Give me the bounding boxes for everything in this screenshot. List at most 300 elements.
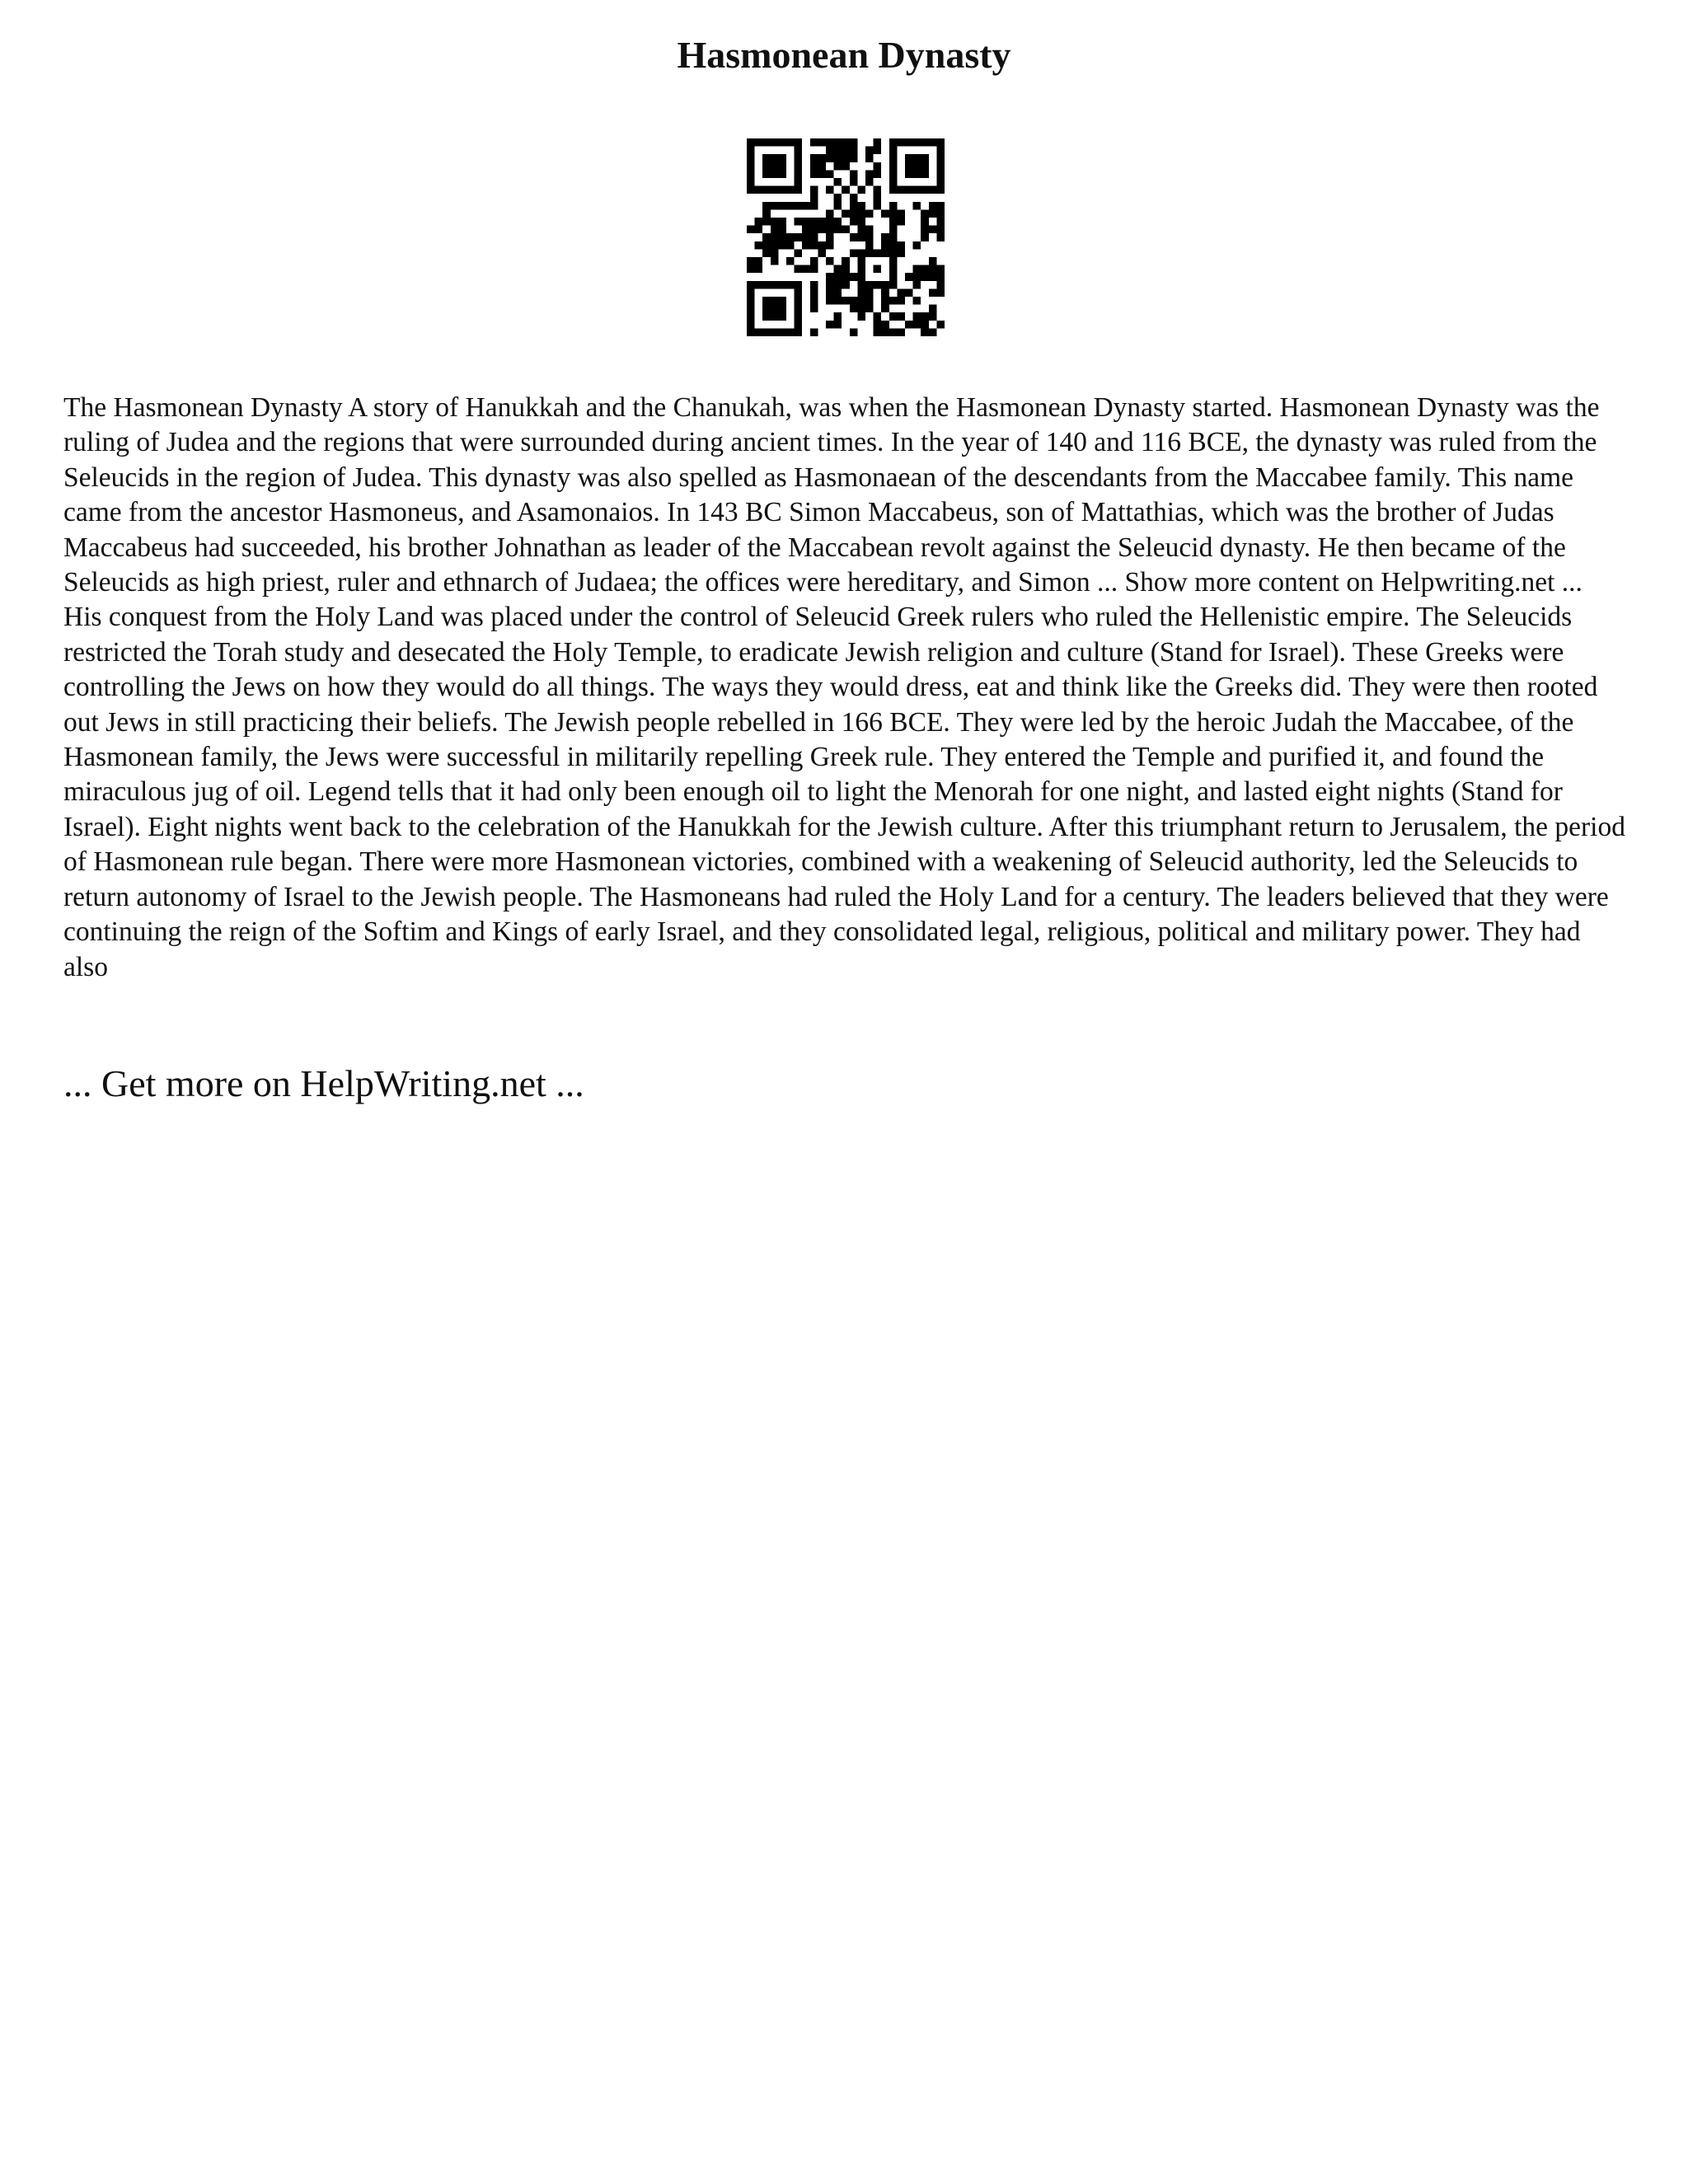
article-body <box>63 391 1629 985</box>
qr-module <box>747 257 755 265</box>
qr-module <box>771 226 779 234</box>
qr-module <box>905 154 913 162</box>
qr-module <box>929 288 937 297</box>
qr-module <box>913 265 921 274</box>
qr-module <box>889 186 898 194</box>
qr-module <box>921 138 929 147</box>
qr-module <box>865 233 874 241</box>
qr-module <box>786 202 795 210</box>
qr-module <box>921 209 929 218</box>
qr-module <box>826 226 834 234</box>
qr-module <box>889 273 898 281</box>
qr-module <box>834 321 842 329</box>
qr-module <box>778 281 786 289</box>
qr-module <box>810 281 818 289</box>
qr-module <box>921 170 929 178</box>
qr-module <box>897 241 905 250</box>
qr-module <box>842 186 850 194</box>
qr-module <box>771 162 779 171</box>
qr-module <box>874 162 882 171</box>
qr-module <box>936 162 945 171</box>
qr-module <box>881 209 889 218</box>
qr-module <box>795 218 803 226</box>
qr-module <box>889 241 898 250</box>
qr-module <box>795 138 803 147</box>
qr-module <box>810 297 818 305</box>
qr-module <box>905 288 913 297</box>
qr-module <box>762 249 771 257</box>
qr-module <box>762 281 771 289</box>
qr-module <box>865 241 874 250</box>
qr-module <box>795 154 803 162</box>
qr-module <box>889 328 898 336</box>
qr-module <box>889 297 898 305</box>
qr-module <box>771 249 779 257</box>
qr-module <box>826 147 834 155</box>
qr-module <box>874 194 882 202</box>
qr-module <box>778 138 786 147</box>
qr-module <box>778 226 786 234</box>
page-title: Hasmonean Dynasty <box>677 34 1011 76</box>
qr-module <box>778 170 786 178</box>
qr-module <box>842 226 850 234</box>
qr-module <box>921 273 929 281</box>
qr-module <box>795 186 803 194</box>
qr-module <box>771 305 779 313</box>
qr-module <box>897 312 905 321</box>
qr-module <box>897 328 905 336</box>
qr-module <box>936 281 945 289</box>
qr-module <box>834 312 842 321</box>
qr-module <box>747 321 755 329</box>
qr-module <box>755 226 763 234</box>
qr-module <box>834 138 842 147</box>
qr-module <box>755 138 763 147</box>
qr-module <box>850 209 858 218</box>
qr-module <box>747 226 755 234</box>
qr-module <box>857 257 865 265</box>
qr-module <box>921 226 929 234</box>
qr-module <box>881 288 889 297</box>
qr-module <box>786 233 795 241</box>
qr-module <box>865 170 874 178</box>
qr-module <box>826 170 834 178</box>
qr-module <box>874 281 882 289</box>
qr-module <box>834 202 842 210</box>
qr-module <box>818 138 826 147</box>
qr-module <box>889 147 898 155</box>
qr-module <box>826 288 834 297</box>
qr-module <box>810 202 818 210</box>
qr-module <box>874 321 882 329</box>
qr-module <box>936 138 945 147</box>
qr-module <box>786 138 795 147</box>
qr-module <box>936 154 945 162</box>
qr-module <box>889 162 898 171</box>
qr-module <box>834 281 842 289</box>
qr-module <box>747 170 755 178</box>
qr-module <box>865 305 874 313</box>
qr-module <box>747 186 755 194</box>
qr-module <box>936 202 945 210</box>
qr-module <box>834 154 842 162</box>
qr-module <box>850 249 858 257</box>
qr-module <box>913 138 921 147</box>
qr-module <box>913 281 921 289</box>
qr-module <box>881 233 889 241</box>
qr-module <box>762 241 771 250</box>
qr-module <box>778 312 786 321</box>
qr-module <box>818 241 826 250</box>
qr-module <box>874 328 882 336</box>
qr-module <box>795 288 803 297</box>
qr-module <box>795 312 803 321</box>
qr-module <box>865 281 874 289</box>
qr-module <box>771 154 779 162</box>
qr-module <box>826 218 834 226</box>
qr-module <box>842 297 850 305</box>
qr-module <box>762 209 771 218</box>
qr-module <box>936 233 945 241</box>
qr-module <box>755 186 763 194</box>
qr-module <box>857 297 865 305</box>
qr-module <box>936 147 945 155</box>
qr-module <box>778 218 786 226</box>
qr-module <box>795 265 803 274</box>
qr-module <box>810 194 818 202</box>
qr-module <box>842 154 850 162</box>
qr-module <box>834 273 842 281</box>
qr-module <box>747 328 755 336</box>
qr-module <box>826 281 834 289</box>
qr-module <box>842 209 850 218</box>
qr-module <box>913 241 921 250</box>
qr-module <box>762 202 771 210</box>
qr-module <box>936 321 945 329</box>
qr-code-icon <box>747 138 945 336</box>
qr-module <box>747 265 755 274</box>
qr-module <box>818 218 826 226</box>
qr-module <box>865 297 874 305</box>
qr-module <box>857 288 865 297</box>
qr-module <box>889 312 898 321</box>
qr-module <box>850 138 858 147</box>
qr-module <box>936 226 945 234</box>
qr-module <box>889 281 898 289</box>
qr-module <box>921 233 929 241</box>
qr-module <box>881 241 889 250</box>
qr-module <box>850 170 858 178</box>
qr-module <box>913 312 921 321</box>
qr-module <box>826 321 834 329</box>
qr-module <box>802 265 810 274</box>
qr-module <box>762 328 771 336</box>
qr-module <box>897 218 905 226</box>
qr-module <box>834 194 842 202</box>
qr-module <box>929 138 937 147</box>
qr-module <box>897 209 905 218</box>
qr-module <box>747 297 755 305</box>
qr-module <box>795 249 803 257</box>
qr-module <box>795 297 803 305</box>
qr-module <box>762 218 771 226</box>
qr-module <box>834 162 842 171</box>
qr-module <box>929 328 937 336</box>
qr-module <box>795 202 803 210</box>
qr-module <box>881 281 889 289</box>
qr-module <box>874 249 882 257</box>
qr-module <box>795 233 803 241</box>
qr-module <box>747 147 755 155</box>
qr-module <box>929 273 937 281</box>
qr-module <box>826 233 834 241</box>
qr-module <box>778 186 786 194</box>
qr-module <box>810 138 818 147</box>
qr-module <box>842 138 850 147</box>
qr-module <box>826 138 834 147</box>
qr-module <box>929 186 937 194</box>
qr-module <box>786 257 795 265</box>
qr-module <box>795 328 803 336</box>
qr-module <box>857 273 865 281</box>
qr-module <box>897 297 905 305</box>
qr-module <box>747 312 755 321</box>
qr-module <box>755 265 763 274</box>
qr-module <box>905 162 913 171</box>
qr-module <box>747 154 755 162</box>
qr-module <box>771 257 779 265</box>
qr-module <box>762 186 771 194</box>
qr-module <box>889 265 898 274</box>
qr-module <box>810 170 818 178</box>
qr-module <box>936 186 945 194</box>
qr-module <box>771 297 779 305</box>
qr-module <box>762 305 771 313</box>
qr-module <box>921 265 929 274</box>
qr-module <box>826 257 834 265</box>
qr-module <box>771 186 779 194</box>
qr-module <box>834 297 842 305</box>
qr-module <box>913 154 921 162</box>
qr-module <box>857 281 865 289</box>
qr-module <box>810 186 818 194</box>
qr-module <box>881 305 889 313</box>
qr-module <box>842 273 850 281</box>
qr-module <box>874 312 882 321</box>
qr-module <box>818 170 826 178</box>
qr-module <box>778 154 786 162</box>
qr-module <box>802 241 810 250</box>
qr-module <box>936 170 945 178</box>
qr-module <box>913 186 921 194</box>
qr-module <box>921 154 929 162</box>
qr-module <box>850 178 858 186</box>
qr-module <box>810 162 818 171</box>
qr-module <box>834 288 842 297</box>
qr-module <box>936 218 945 226</box>
qr-module <box>810 241 818 250</box>
qr-module <box>842 162 850 171</box>
qr-module <box>865 209 874 218</box>
qr-module <box>929 209 937 218</box>
qr-module <box>865 154 874 162</box>
qr-module <box>897 138 905 147</box>
qr-module <box>921 312 929 321</box>
qr-module <box>795 147 803 155</box>
qr-module <box>850 305 858 313</box>
qr-module <box>850 154 858 162</box>
qr-module <box>897 186 905 194</box>
qr-module <box>865 178 874 186</box>
qr-module <box>905 321 913 329</box>
qr-module <box>778 202 786 210</box>
qr-module <box>905 186 913 194</box>
qr-module <box>881 328 889 336</box>
qr-module <box>881 249 889 257</box>
qr-module <box>929 257 937 265</box>
qr-module <box>842 281 850 289</box>
qr-module <box>755 241 763 250</box>
qr-module <box>810 328 818 336</box>
qr-module <box>747 138 755 147</box>
qr-module <box>747 281 755 289</box>
qr-module <box>921 218 929 226</box>
qr-module <box>857 312 865 321</box>
qr-module <box>857 249 865 257</box>
qr-module <box>771 281 779 289</box>
qr-module <box>771 312 779 321</box>
qr-module <box>826 154 834 162</box>
qr-module <box>881 321 889 329</box>
qr-module <box>818 249 826 257</box>
qr-module <box>865 288 874 297</box>
qr-module <box>857 265 865 274</box>
qr-module <box>874 170 882 178</box>
qr-module <box>850 297 858 305</box>
qr-module <box>755 218 763 226</box>
qr-module <box>771 241 779 250</box>
qr-module <box>850 273 858 281</box>
qr-module <box>755 257 763 265</box>
qr-module <box>795 305 803 313</box>
get-more-link[interactable]: ... Get more on HelpWriting.net ... <box>63 1062 584 1104</box>
qr-module <box>889 233 898 241</box>
qr-module <box>810 218 818 226</box>
qr-module <box>929 312 937 321</box>
qr-module <box>762 138 771 147</box>
qr-module <box>850 194 858 202</box>
qr-module <box>850 233 858 241</box>
qr-module <box>771 202 779 210</box>
qr-module <box>802 226 810 234</box>
qr-module <box>913 162 921 171</box>
qr-module <box>913 273 921 281</box>
qr-module <box>826 186 834 194</box>
qr-module <box>889 218 898 226</box>
qr-module <box>771 218 779 226</box>
qr-module <box>905 273 913 281</box>
qr-module <box>747 162 755 171</box>
qr-module <box>795 170 803 178</box>
qr-module <box>762 233 771 241</box>
qr-module <box>771 328 779 336</box>
qr-module <box>786 241 795 250</box>
qr-module <box>810 257 818 265</box>
qr-module <box>913 202 921 210</box>
qr-module <box>850 218 858 226</box>
qr-module <box>929 202 937 210</box>
qr-module <box>897 288 905 297</box>
qr-module <box>834 226 842 234</box>
qr-module <box>936 178 945 186</box>
qr-module <box>889 170 898 178</box>
qr-module <box>889 178 898 186</box>
qr-module <box>929 226 937 234</box>
qr-module <box>810 265 818 274</box>
qr-module <box>818 226 826 234</box>
qr-module <box>826 297 834 305</box>
qr-module <box>921 328 929 336</box>
qr-module <box>929 265 937 274</box>
qr-module <box>747 178 755 186</box>
qr-module <box>857 233 865 241</box>
qr-module <box>929 305 937 313</box>
qr-module <box>834 218 842 226</box>
qr-module <box>842 265 850 274</box>
qr-module <box>857 305 865 313</box>
qr-module <box>857 186 865 194</box>
qr-module <box>889 209 898 218</box>
qr-module <box>897 249 905 257</box>
qr-module <box>795 162 803 171</box>
qr-module <box>889 226 898 234</box>
qr-module <box>874 138 882 147</box>
qr-module <box>786 186 795 194</box>
qr-module <box>913 170 921 178</box>
qr-module <box>762 162 771 171</box>
qr-module <box>889 249 898 257</box>
paragraph-2: His conquest from the Holy Land was placed under the control of Seleucid Greek rulers who ruled the Hellenistic empire. The Seleucids restricted the Torah study and desecated the Holy Temple, to eradicate Jewish religion and culture (Stand for Israel). These Greeks were controlling the Jews on how they would do all things. The ways they would dress, eat and think like the Greeks did. They were then rooted out Jews in still practicing their beliefs. The Jewish people rebelled in 166 BCE. They were led by the heroic Judah the Maccabee, of the Hasmonean family, the Jews were successful in militarily repelling Greek rule. They entered the Temple and purified it, and found the miraculous jug of oil. Legend tells that it had only been enough oil to light the Menorah for one night, and lasted eight nights (Stand for Israel). Eight nights went back to the celebration of the Hanukkah for the Jewish culture. After this triumphant return to Jerusalem, the period of Hasmonean rule began. There were more Hasmonean victories, combined with a weakening of Seleucid authority, led the Seleucids to return autonomy of Israel to the Jewish people. The Hasmoneans had ruled the Holy Land for a century. The leaders believed that they were continuing the reign of the Softim and Kings of early Israel, and they consolidated legal, religious, political and military power. They had also <box>63 602 1625 982</box>
qr-module <box>913 297 921 305</box>
qr-module <box>802 233 810 241</box>
qr-module <box>936 209 945 218</box>
qr-module <box>905 170 913 178</box>
qr-module <box>818 162 826 171</box>
qr-module <box>850 147 858 155</box>
qr-module <box>889 202 898 210</box>
qr-module <box>778 328 786 336</box>
qr-module <box>810 226 818 234</box>
qr-module <box>802 202 810 210</box>
qr-module <box>795 281 803 289</box>
qr-module <box>778 241 786 250</box>
qr-module <box>874 147 882 155</box>
qr-module <box>936 273 945 281</box>
qr-module <box>795 321 803 329</box>
qr-module <box>857 202 865 210</box>
qr-module <box>936 288 945 297</box>
qr-module <box>755 281 763 289</box>
qr-module <box>802 218 810 226</box>
qr-module <box>778 233 786 241</box>
qr-module <box>850 202 858 210</box>
qr-module <box>810 288 818 297</box>
qr-module <box>874 202 882 210</box>
qr-module <box>905 138 913 147</box>
qr-module <box>842 257 850 265</box>
qr-module <box>762 312 771 321</box>
qr-module <box>778 297 786 305</box>
